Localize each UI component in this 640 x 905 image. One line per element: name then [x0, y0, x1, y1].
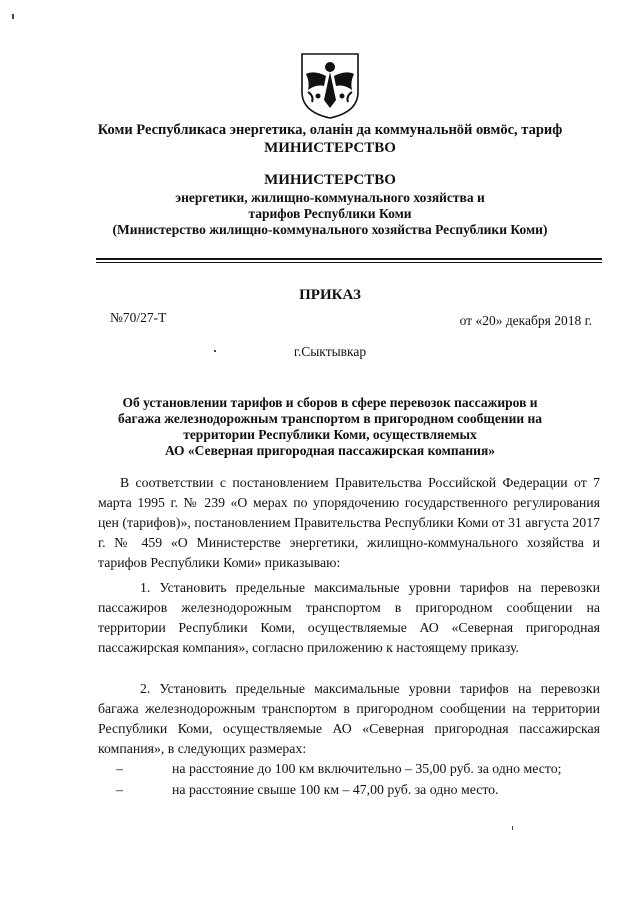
- subject-line-3: территории Республики Коми, осуществляемых: [183, 427, 477, 442]
- bullet-text: на расстояние свыше 100 км – 47,00 руб. за одно место.: [172, 782, 499, 797]
- item-2-paragraph: 2. Установить предельные максимальные уровни тарифов на перевозки багажа железнодорожным транспортом в пригородном сообщении на территории Республики Коми, осуществляемые АО «Северная пригородная пассажирская компания», в следующих размерах:: [98, 681, 600, 756]
- komi-coat-of-arms-icon: [298, 52, 362, 120]
- order-city: г.Сыктывкар: [293, 344, 367, 359]
- bullet-dash: –: [116, 761, 123, 776]
- subject-line-4: АО «Северная пригородная пассажирская компания»: [164, 443, 496, 458]
- scan-speck: [12, 14, 14, 19]
- ministry-line-1: энергетики, жилищно-коммунального хозяйства и: [175, 190, 485, 205]
- header-rule-thin: [96, 262, 602, 263]
- subject-line-1: Об установлении тарифов и сборов в сфере перевозок пассажиров и: [122, 395, 538, 410]
- bullet-dash: –: [116, 782, 123, 797]
- komi-ministry-label: МИНИСТЕРСТВО: [264, 140, 396, 156]
- order-number: №70/27-Т: [110, 310, 167, 325]
- order-date: от «20» декабря 2018 г.: [459, 313, 592, 328]
- subject-line-2: багажа железнодорожным транспортом в пригородном сообщении на: [117, 411, 543, 426]
- order-title: ПРИКАЗ: [299, 287, 361, 303]
- ministry-label: МИНИСТЕРСТВО: [264, 172, 396, 188]
- order-subject: [80, 395, 580, 459]
- bullet-text: на расстояние до 100 км включительно – 35,00 руб. за одно место;: [172, 761, 562, 776]
- ministry-line-2: тарифов Республики Коми: [248, 206, 412, 221]
- intro-paragraph: В соответствии с постановлением Правительства Российской Федерации от 7 марта 1995 г. № 239 «О мерах по упорядочению государственного регулирования цен (тарифов)», постановлением Правительства Республики Коми от 31 августа 2017 г. № 459 «О Министерстве энергетики, жилищно-коммунального хозяйства и тарифов Республики Коми» приказываю:: [98, 475, 600, 570]
- item-1-paragraph: 1. Установить предельные максимальные уровни тарифов на перевозки пассажиров железнодорожным транспортом в пригородном сообщении на территории Республики Коми, осуществляемые АО «Северная пригородная пассажирская компания», согласно приложению к настоящему приказу.: [98, 580, 600, 655]
- ministry-full-name: [60, 190, 600, 238]
- scan-speck: [512, 826, 513, 830]
- komi-ministry-name: Коми Республикаса энергетика, оланiн да коммунальнӧй овмӧс, тариф: [97, 122, 563, 138]
- scan-speck: [214, 350, 216, 352]
- ministry-line-3: (Министерство жилищно-коммунального хозяйства Республики Коми): [112, 222, 548, 237]
- header-rule-thick: [96, 258, 602, 260]
